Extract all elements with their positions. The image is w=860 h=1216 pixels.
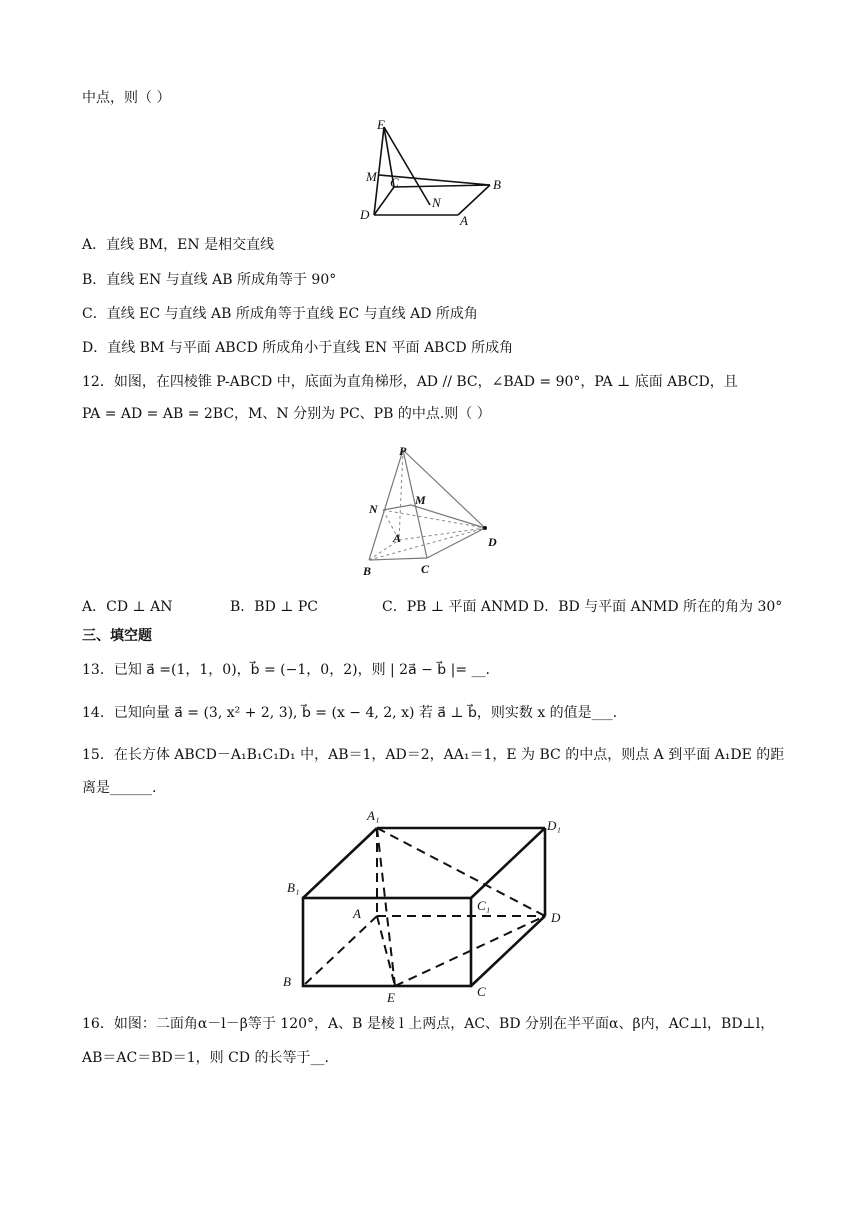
section-heading: 三、填空题 — [82, 628, 152, 644]
q11-option-b: B．直线 EN 与直线 AB 所成角等于 90° — [82, 272, 337, 288]
q15-label-C: C — [477, 984, 486, 999]
q11-label-D: D — [360, 207, 370, 222]
q11-option-a: A．直线 BM，EN 是相交直线 — [82, 237, 275, 253]
q15-line1: 15．在长方体 ABCD－A₁B₁C₁D₁ 中，AB＝1，AD＝2，AA₁＝1，E 为 BC 的中点，则点 A 到平面 A₁DE 的距 — [82, 747, 785, 763]
q15-line2: 离是______. — [82, 780, 157, 796]
q11-option-c: C．直线 EC 与直线 AB 所成角等于直线 EC 与直线 AD 所成角 — [82, 306, 478, 322]
q15-label-B1: B₁ — [287, 880, 300, 895]
q15-label-B: B — [283, 974, 291, 989]
q11-label-E: E — [377, 117, 385, 132]
q15-figure — [275, 800, 575, 1005]
q11-option-d: D．直线 BM 与平面 ABCD 所成角小于直线 EN 平面 ABCD 所成角 — [82, 340, 514, 356]
q12-label-A: A — [393, 531, 402, 545]
q12-figure — [355, 440, 515, 580]
q16-line2: AB＝AC＝BD＝1，则 CD 的长等于__. — [82, 1050, 329, 1066]
q12-line1: 12．如图，在四棱锥 P-ABCD 中，底面为直角梯形，AD // BC，∠BAD = 90°，PA ⊥ 底面 ABCD，且 — [82, 374, 738, 390]
q12-option-a: A．CD ⊥ AN — [82, 599, 173, 615]
q12-label-B: B — [363, 564, 372, 578]
q11-label-M: M — [366, 169, 377, 184]
q15-label-C1: C₁ — [477, 898, 491, 913]
q12-label-D: D — [488, 535, 497, 549]
q12-label-N: N — [369, 502, 378, 516]
q15-label-D: D — [551, 910, 561, 925]
q13-text: 13．已知 a⃗ =(1，1，0)，b⃗ = (−1，0，2)，则 | 2a⃗ − b⃗ |= __. — [82, 662, 490, 678]
q15-label-A1: A₁ — [367, 808, 380, 823]
q16-line1: 16．如图：二面角α－l－β等于 120°，A、B 是棱 l 上两点，AC、BD 分别在半平面α、β内，AC⊥l，BD⊥l， — [82, 1016, 775, 1032]
q12-option-d: D．BD 与平面 ANMD 所在的角为 30° — [533, 599, 783, 615]
q12-option-c: C．PB ⊥ 平面 ANMD — [382, 599, 529, 615]
q15-label-E: E — [387, 990, 395, 1005]
q14-text: 14．已知向量 a⃗ = (3, x² + 2, 3), b⃗ = (x − 4, 2, x) 若 a⃗ ⊥ b⃗，则实数 x 的值是___. — [82, 705, 618, 721]
q15-label-D1: D₁ — [547, 818, 561, 833]
q12-label-M: M — [415, 493, 426, 507]
q11-label-C: C — [390, 175, 399, 190]
q15-label-A: A — [353, 906, 361, 921]
q11-intro: 中点，则（ ） — [82, 90, 171, 106]
q11-label-B: B — [493, 177, 501, 192]
q11-figure — [350, 115, 510, 230]
q12-line2: PA = AD = AB = 2BC，M、N 分别为 PC、PB 的中点.则（ ） — [82, 406, 491, 422]
q11-label-N: N — [432, 195, 441, 210]
q12-label-P: P — [399, 444, 407, 458]
q12-label-C: C — [421, 562, 430, 576]
q11-label-A: A — [460, 213, 468, 228]
q12-option-b: B．BD ⊥ PC — [230, 599, 318, 615]
